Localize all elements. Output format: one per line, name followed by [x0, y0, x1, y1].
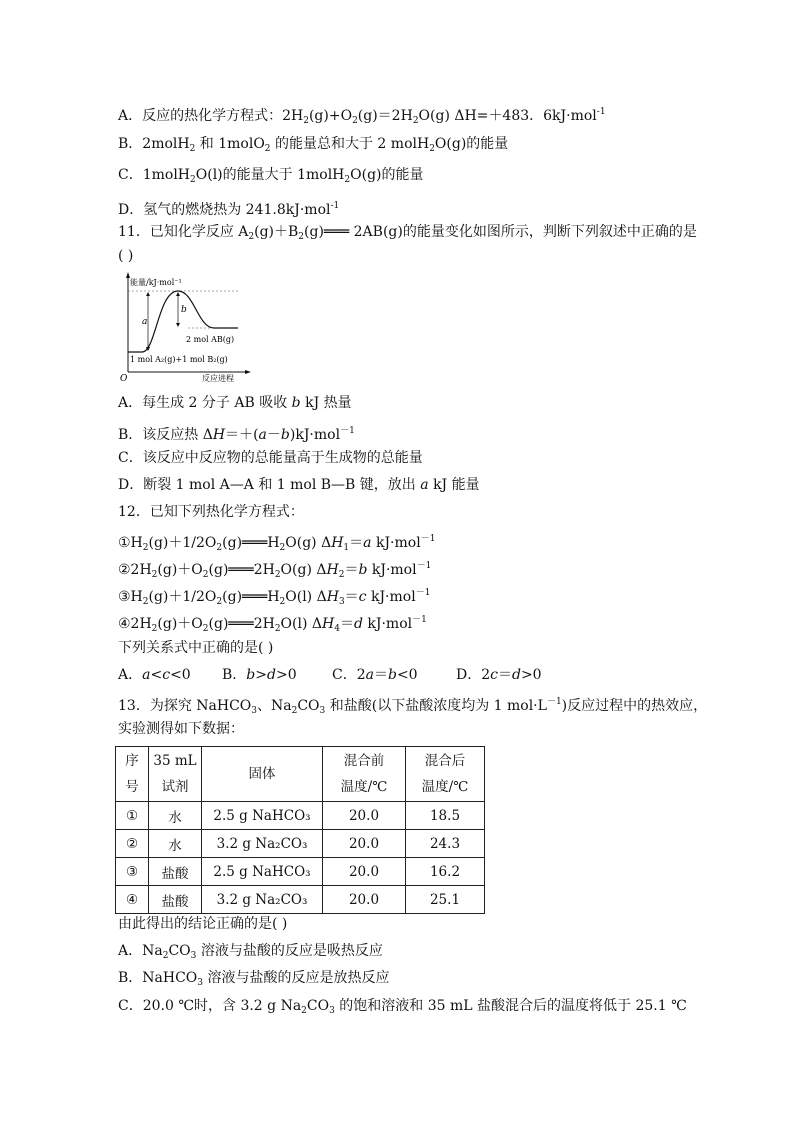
text: ＝ — [497, 667, 512, 683]
cell-before: 20.0 — [323, 886, 406, 914]
italic-var: b — [387, 667, 397, 683]
italic-var: b — [291, 395, 301, 411]
cell-reagent: 水 — [149, 830, 202, 858]
sub: 4 — [334, 624, 340, 634]
text: C．1molH — [118, 167, 191, 183]
italic-var: H — [326, 562, 339, 578]
sup: -1 — [330, 201, 340, 211]
text: 、Na — [257, 698, 292, 714]
sub: 2 — [274, 570, 281, 580]
q11-option-b — [118, 421, 355, 445]
text: (g)═══ 2AB(g)的能量变化如图所示，判断下列叙述中正确的是 — [304, 224, 697, 240]
italic-var: H — [326, 589, 339, 605]
sub: 3 — [329, 1006, 335, 1016]
italic-var: c — [490, 667, 498, 683]
text: (g)+O — [308, 108, 353, 124]
italic-var: d — [353, 616, 363, 632]
q12-option-b — [222, 665, 297, 685]
cell-reagent: 盐酸 — [149, 886, 202, 914]
text: (g)═══2H — [208, 616, 275, 632]
text: A．每生成 2 分子 AB 吸收 — [118, 395, 292, 411]
q12-eq3 — [118, 583, 430, 612]
cell-before: 20.0 — [323, 830, 406, 858]
sub: 2 — [344, 175, 351, 185]
q13-option-a — [118, 941, 383, 966]
cell-solid: 2.5 g NaHCO₃ — [202, 802, 323, 830]
q13-stem-2: 实验测得如下数据： — [118, 721, 244, 737]
cell-solid: 3.2 g Na₂CO₃ — [202, 886, 323, 914]
q12-ask: 下列关系式中正确的是( ) — [118, 640, 274, 656]
text: kJ·mol — [366, 589, 416, 605]
text: 的能量总和大于 2 molH — [270, 136, 430, 152]
text: (g)＋O — [157, 616, 203, 632]
q11-option-d — [118, 475, 480, 495]
text: ＝ — [344, 589, 359, 605]
q10-option-a — [118, 102, 606, 131]
text: >0 — [275, 667, 297, 683]
sub: 2 — [142, 543, 149, 553]
sub: 2 — [248, 232, 255, 242]
text: ③H — [118, 589, 143, 605]
sub: 2 — [279, 597, 286, 607]
cell-before: 20.0 — [323, 858, 406, 886]
sub: 3 — [319, 706, 326, 716]
sup: －1 — [416, 561, 432, 571]
text: kJ·mol — [362, 616, 413, 632]
italic-var: a — [258, 427, 267, 443]
cell-no: ② — [116, 830, 149, 858]
header-line: 试剂 — [161, 779, 189, 795]
text: (g)═══H — [222, 535, 280, 551]
italic-var: b — [280, 427, 290, 443]
q12-stem: 12．已知下列热化学方程式： — [118, 504, 304, 520]
sup: －1 — [412, 615, 427, 625]
cell-no: ③ — [116, 858, 149, 886]
a-arrowhead-up — [146, 292, 150, 296]
origin-label: O — [120, 374, 128, 384]
text: D．断裂 1 mol A—A 和 1 mol B—B 键，放出 — [118, 477, 421, 493]
reactant-label: 1 mol A₂(g)+1 mol B₂(g) — [130, 355, 228, 364]
sup: －1 — [546, 697, 562, 707]
cell-after: 25.1 — [406, 886, 485, 914]
q12-option-a — [118, 665, 191, 685]
text: 的饱和溶液和 35 mL 盐酸混合后的温度将低于 25.1 ℃ — [334, 998, 687, 1014]
text: ＝ — [344, 562, 359, 578]
sup: －1 — [415, 588, 431, 598]
text: kJ·mol — [367, 562, 417, 578]
sub: 2 — [190, 175, 196, 185]
italic-var: d — [267, 667, 276, 683]
text: ②2H — [118, 562, 152, 578]
text: kJ 能量 — [428, 477, 480, 493]
sup: -1 — [596, 107, 606, 117]
q13-ask: 由此得出的结论正确的是( ) — [118, 916, 288, 932]
q13-option-b — [118, 968, 389, 993]
data-table — [115, 746, 485, 914]
x-axis-arrow — [245, 370, 251, 374]
cell-no: ① — [116, 802, 149, 830]
q12-option-c — [332, 665, 418, 685]
cell-solid: 2.5 g NaHCO₃ — [202, 858, 323, 886]
header-line: 混合后 — [424, 753, 466, 769]
text: O(l) Δ — [285, 589, 327, 605]
text: D．氢气的燃烧热为 241.8kJ·mol — [118, 202, 331, 218]
italic-var: c — [162, 667, 171, 683]
text: ④2H — [118, 616, 152, 632]
sub: 2 — [279, 543, 286, 553]
cell-reagent: 水 — [149, 802, 202, 830]
sub: 3 — [251, 706, 257, 716]
italic-var: H — [322, 616, 335, 632]
product-label: 2 mol AB(g) — [186, 335, 235, 344]
text: ＝ — [349, 535, 364, 551]
q11-option-a — [118, 393, 352, 413]
text: A． — [118, 667, 143, 683]
sub: 2 — [151, 570, 158, 580]
sub: 1 — [343, 543, 350, 553]
italic-var: a — [420, 477, 429, 493]
sup: －1 — [420, 534, 436, 544]
text: ①H — [118, 535, 143, 551]
sub: 2 — [301, 1006, 307, 1016]
q10-option-d — [118, 196, 339, 220]
text: (g)＋B — [254, 224, 299, 240]
q11-stem — [118, 222, 697, 247]
header-line: 号 — [125, 779, 139, 795]
cell-before: 20.0 — [323, 802, 406, 830]
q12-eq2 — [118, 556, 431, 585]
italic-var: a — [142, 667, 151, 683]
q12-eq1 — [118, 529, 435, 558]
text: O(g) ΔH=＋483．6kJ·mol — [418, 108, 597, 124]
x-axis-label: 反应进程 — [202, 374, 234, 383]
italic-var: H — [212, 427, 226, 443]
text: O(g) Δ — [285, 535, 332, 551]
italic-var: b — [358, 562, 368, 578]
italic-var: a — [365, 667, 374, 683]
text: A．Na — [118, 943, 163, 959]
q12-eq4 — [118, 610, 427, 639]
text: B．2molH — [118, 136, 190, 152]
sub: 3 — [338, 597, 345, 607]
text: CO — [306, 998, 330, 1014]
sub: 2 — [303, 116, 309, 126]
text: ＝ — [373, 667, 388, 683]
text: )kJ·mol — [289, 427, 341, 443]
b-arrowhead-up — [176, 292, 180, 296]
sub: 2 — [162, 951, 169, 961]
sub: 2 — [202, 624, 209, 634]
text: B． — [222, 667, 247, 683]
italic-var: H — [331, 535, 344, 551]
text: kJ 热量 — [300, 395, 352, 411]
italic-var: d — [511, 667, 521, 683]
text: (g)＋1/2O — [148, 589, 217, 605]
sub: 2 — [412, 116, 419, 126]
cell-after: 18.5 — [406, 802, 485, 830]
sub: 2 — [264, 144, 271, 154]
text: CO — [168, 943, 191, 959]
text: (g)＝2H — [357, 108, 413, 124]
text: <0 — [396, 667, 418, 683]
text: (g)＋1/2O — [148, 535, 217, 551]
italic-var: b — [246, 667, 256, 683]
text: ＝ — [339, 616, 354, 632]
text: D．2 — [456, 667, 491, 683]
text: ＝＋( — [225, 427, 259, 443]
text: kJ·mol — [371, 535, 421, 551]
header-cell — [406, 747, 485, 802]
table-row — [116, 886, 485, 914]
text: (g)═══H — [222, 589, 280, 605]
sub: 2 — [274, 624, 281, 634]
sup: －1 — [340, 426, 355, 436]
header-line: 温度/℃ — [340, 779, 388, 795]
header-cell — [323, 747, 406, 802]
text: 13．为探究 NaHCO — [118, 698, 252, 714]
text: B．该反应热 Δ — [118, 427, 213, 443]
text: 和 1molO — [195, 136, 265, 152]
q13-option-c — [118, 996, 687, 1021]
cell-after: 16.2 — [406, 858, 485, 886]
text: 溶液与盐酸的反应是吸热反应 — [196, 943, 383, 959]
text: O(g) Δ — [280, 562, 327, 578]
cell-no: ④ — [116, 886, 149, 914]
italic-var: a — [363, 535, 372, 551]
q10-option-c — [118, 165, 424, 190]
sub: 2 — [142, 597, 149, 607]
q11-answer-paren: ( ) — [118, 248, 134, 264]
cell-solid: 3.2 g Na₂CO₃ — [202, 830, 323, 858]
header-line: 混合前 — [343, 753, 385, 769]
table-row — [116, 858, 485, 886]
header-cell — [116, 747, 149, 802]
sub: 2 — [216, 543, 223, 553]
header-cell — [149, 747, 202, 802]
energy-diagram — [118, 272, 258, 384]
sub: 3 — [190, 951, 197, 961]
sub: 2 — [338, 570, 345, 580]
text: CO — [297, 698, 320, 714]
q10-option-b — [118, 134, 508, 159]
text: O(g)的能量 — [350, 167, 424, 183]
text: < — [150, 667, 163, 683]
text: )反应过程中的热效应， — [561, 698, 708, 714]
sub: 2 — [189, 144, 196, 154]
text: O(g)的能量 — [434, 136, 509, 152]
b-label: b — [181, 305, 187, 315]
sub: 2 — [291, 706, 298, 716]
header-line: 固体 — [248, 766, 276, 782]
text: O(l)的能量大于 1molH — [195, 167, 345, 183]
text: >0 — [520, 667, 542, 683]
y-axis-label: 能量/kJ·mol⁻¹ — [130, 278, 182, 287]
text: 溶液与盐酸的反应是放热反应 — [203, 970, 390, 986]
a-label: a — [142, 317, 148, 327]
text: (g)═══2H — [208, 562, 275, 578]
text: － — [266, 427, 281, 443]
sub: 2 — [429, 144, 435, 154]
sub: 3 — [197, 978, 204, 988]
text: > — [255, 667, 267, 683]
header-line: 35 mL — [153, 753, 197, 769]
text: C．2 — [332, 667, 366, 683]
b-arrowhead-down — [176, 323, 180, 327]
table-row — [116, 802, 485, 830]
text: (g)＋O — [157, 562, 203, 578]
sub: 2 — [298, 232, 305, 242]
header-cell — [202, 747, 323, 802]
text: B．NaHCO — [118, 970, 198, 986]
text: 和盐酸(以下盐酸浓度均为 1 mol·L — [325, 698, 547, 714]
text: 11．已知化学反应 A — [118, 224, 249, 240]
sub: 2 — [352, 116, 358, 126]
cell-after: 24.3 — [406, 830, 485, 858]
q12-option-d — [456, 665, 542, 685]
text: <0 — [170, 667, 191, 683]
cell-reagent: 盐酸 — [149, 858, 202, 886]
sub: 2 — [216, 597, 223, 607]
sub: 2 — [151, 624, 158, 634]
q11-option-c: C．该反应中反应物的总能量高于生成物的总能量 — [118, 450, 423, 466]
q13-stem — [118, 692, 707, 721]
header-line: 序 — [125, 753, 139, 769]
text: C．20.0 ℃时，含 3.2 g Na — [118, 998, 302, 1014]
text: A．反应的热化学方程式：2H — [118, 108, 304, 124]
italic-var: c — [358, 589, 367, 605]
header-line: 温度/℃ — [421, 779, 469, 795]
table-header-row — [116, 747, 485, 802]
table-row — [116, 830, 485, 858]
text: O(l) Δ — [280, 616, 322, 632]
sub: 2 — [202, 570, 209, 580]
